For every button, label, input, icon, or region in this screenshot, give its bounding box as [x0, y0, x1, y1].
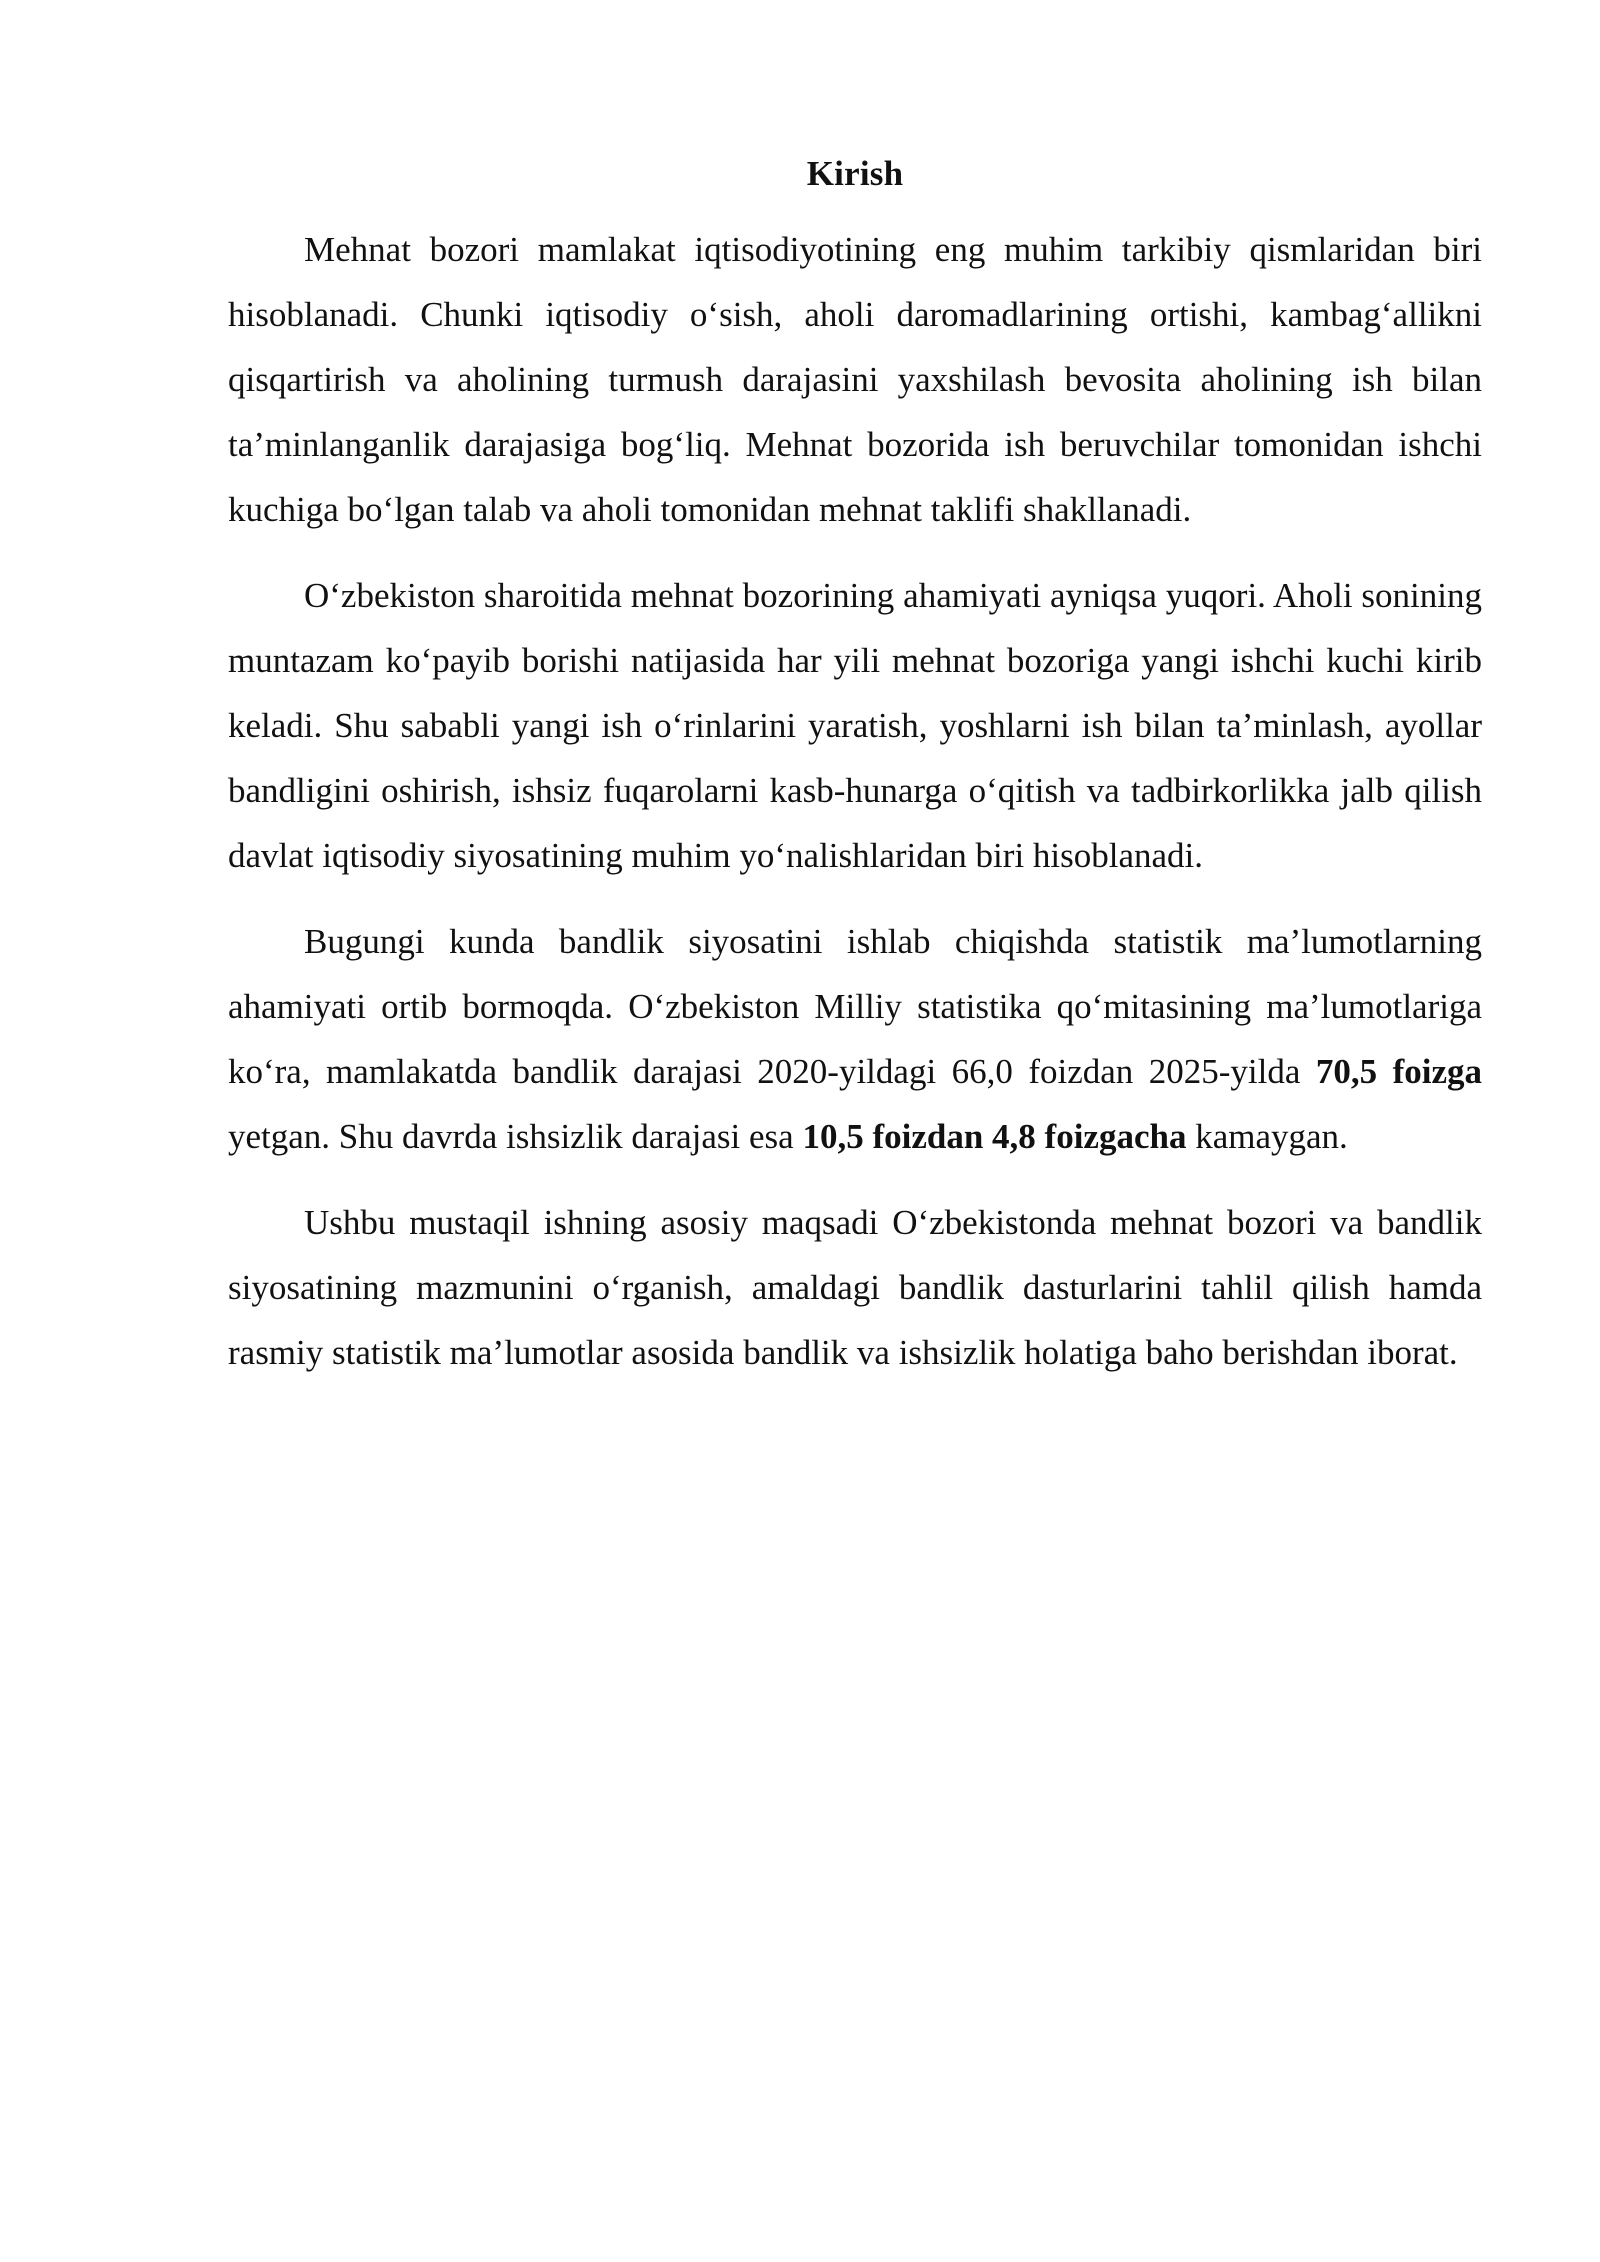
text-segment: Ushbu mustaqil ishning asosiy maqsadi O‘zbekistonda mehnat bozori va bandlik siyosatining mazmunini o‘rganish, amaldagi bandlik dasturlarini tahlil qilish hamda rasmiy statistik ma’lumotlar asosida bandlik va ishsizlik holatiga baho berishdan iborat. [228, 1203, 1482, 1372]
text-segment: kamaygan. [1186, 1117, 1348, 1156]
paragraph [228, 563, 1482, 888]
page-content [228, 146, 1482, 1406]
text-segment: yetgan. Shu davrda ishsizlik darajasi esa [228, 1117, 803, 1156]
paragraph [228, 1190, 1482, 1385]
bold-text: 70,5 foizga [1315, 1052, 1483, 1091]
text-segment: Mehnat bozori mamlakat iqtisodiyotining eng muhim tarkibiy qismlaridan biri hisoblanadi. Chunki iqtisodiy o‘sish, aholi daromadlarining ortishi, kambag‘allikni qisqartirish va aholining turmush darajasini yaxshilash bevosita aholining ish bilan ta’minlanganlik darajasiga bog‘liq. Mehnat bozorida ish beruvchilar tomonidan ishchi kuchiga bo‘lgan talab va aholi tomonidan mehnat taklifi shakllanadi. [228, 230, 1482, 529]
body-text [228, 217, 1482, 1385]
paragraph [228, 909, 1482, 1169]
bold-text: 10,5 foizdan 4,8 foizgacha [802, 1117, 1187, 1156]
paragraph [228, 217, 1482, 542]
document-title: Kirish [806, 154, 904, 193]
text-segment: O‘zbekiston sharoitida mehnat bozorining ahamiyati ayniqsa yuqori. Aholi sonining muntazam ko‘payib borishi natijasida har yili mehnat bozoriga yangi ishchi kuchi kirib keladi. Shu sababli yangi ish o‘rinlarini yaratish, yoshlarni ish bilan ta’minlash, ayollar bandligini oshirish, ishsiz fuqarolarni kasb-hunarga o‘qitish va tadbirkorlikka jalb qilish davlat iqtisodiy siyosatining muhim yo‘nalishlaridan biri hisoblanadi. [228, 576, 1482, 875]
text-segment: Bugungi kunda bandlik siyosatini ishlab chiqishda statistik ma’lumotlarning ahamiyati ortib bormoqda. O‘zbekiston Milliy statistika qo‘mitasining ma’lumotlariga ko‘ra, mamlakatda bandlik darajasi 2020-yildagi 66,0 foizdan 2025-yilda [228, 922, 1482, 1091]
